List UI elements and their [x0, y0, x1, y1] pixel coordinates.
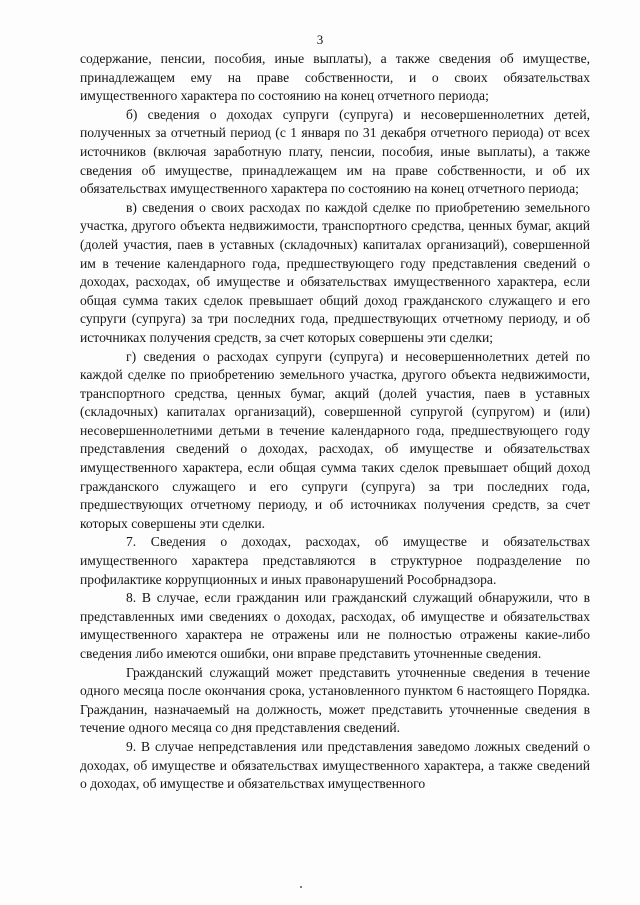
paragraph-g: г) сведения о расходах супруги (супруга) и несовершеннолетних детей по каждой сделке по приобретению земельного участка, другого объекта недвижимости, транспортного средства, ценных бумаг, акций (долей участия, паев в уставных (складочных) капиталах организаций), совершенной супругой (супругом) и (или) несовершеннолетними детьми в течение календарного года, предшествующего году представления сведений о доходах, расходах, об имуществе и обязательствах имущественного характера, если общая сумма таких сделок превышает общий доход гражданского служащего и его супруги (супруга) за три последних года, предшествующих отчетному периоду, и об источниках получения средств, за счет которых совершены эти сделки.: [80, 348, 590, 531]
document-body: [80, 50, 590, 794]
paragraph-8-note: Гражданский служащий может представить уточненные сведения в течение одного месяца после окончания срока, установленного пунктом 6 настоящего Порядка. Гражданин, назначаемый на должность, может представить уточненные сведения в течение одного месяца со дня представления сведений.: [80, 664, 590, 736]
paragraph-8: 8. В случае, если гражданин или гражданский служащий обнаружили, что в представленных ими сведениях о доходах, расходах, об имуществе и обязательствах имущественного характера не отражены или не полностью отражены какие-либо сведения либо имеются ошибки, они вправе представить уточненные сведения.: [80, 590, 590, 661]
scan-speck: [300, 886, 302, 888]
paragraph-a-continuation: содержание, пенсии, пособия, иные выплаты), а также сведения об имуществе, принадлежащем ему на праве собственности, и о своих обязательствах имущественного характера по состоянию на конец отчетного периода;: [80, 51, 590, 104]
page-number: 3: [316, 32, 324, 47]
paragraph-7: 7. Сведения о доходах, расходах, об имуществе и обязательствах имущественного характера представляются в структурное подразделение по профилактике коррупционных и иных правонарушений Рособрнадзора.: [80, 534, 590, 587]
paragraph-b: б) сведения о доходах супруги (супруга) и несовершеннолетних детей, полученных за отчетный период (с 1 января по 31 декабря отчетного периода) от всех источников (включая заработную плату, пенсии, пособия, иные выплаты), а также сведения об имуществе, принадлежащем им на праве собственности, и об их обязательствах имущественного характера по состоянию на конец отчетного периода;: [80, 106, 590, 197]
paragraph-v: в) сведения о своих расходах по каждой сделке по приобретению земельного участка, другого объекта недвижимости, транспортного средства, ценных бумаг, акций (долей участия, паев в уставных (складочных) капиталах организаций), совершенной им в течение календарного года, предшествующего году представления сведений о доходах, расходах, об имуществе и обязательствах имущественного характера, если общая сумма таких сделок превышает общий доход гражданского служащего и его супруги (супруга) за три последних года, предшествующих отчетному периоду, и об источниках получения средств, за счет которых совершены эти сделки;: [80, 199, 590, 345]
paragraph-9: 9. В случае непредставления или представления заведомо ложных сведений о доходах, об имуществе и обязательствах имущественного характера, а также сведений о доходах, об имуществе и обязательствах имущественного: [80, 738, 590, 792]
